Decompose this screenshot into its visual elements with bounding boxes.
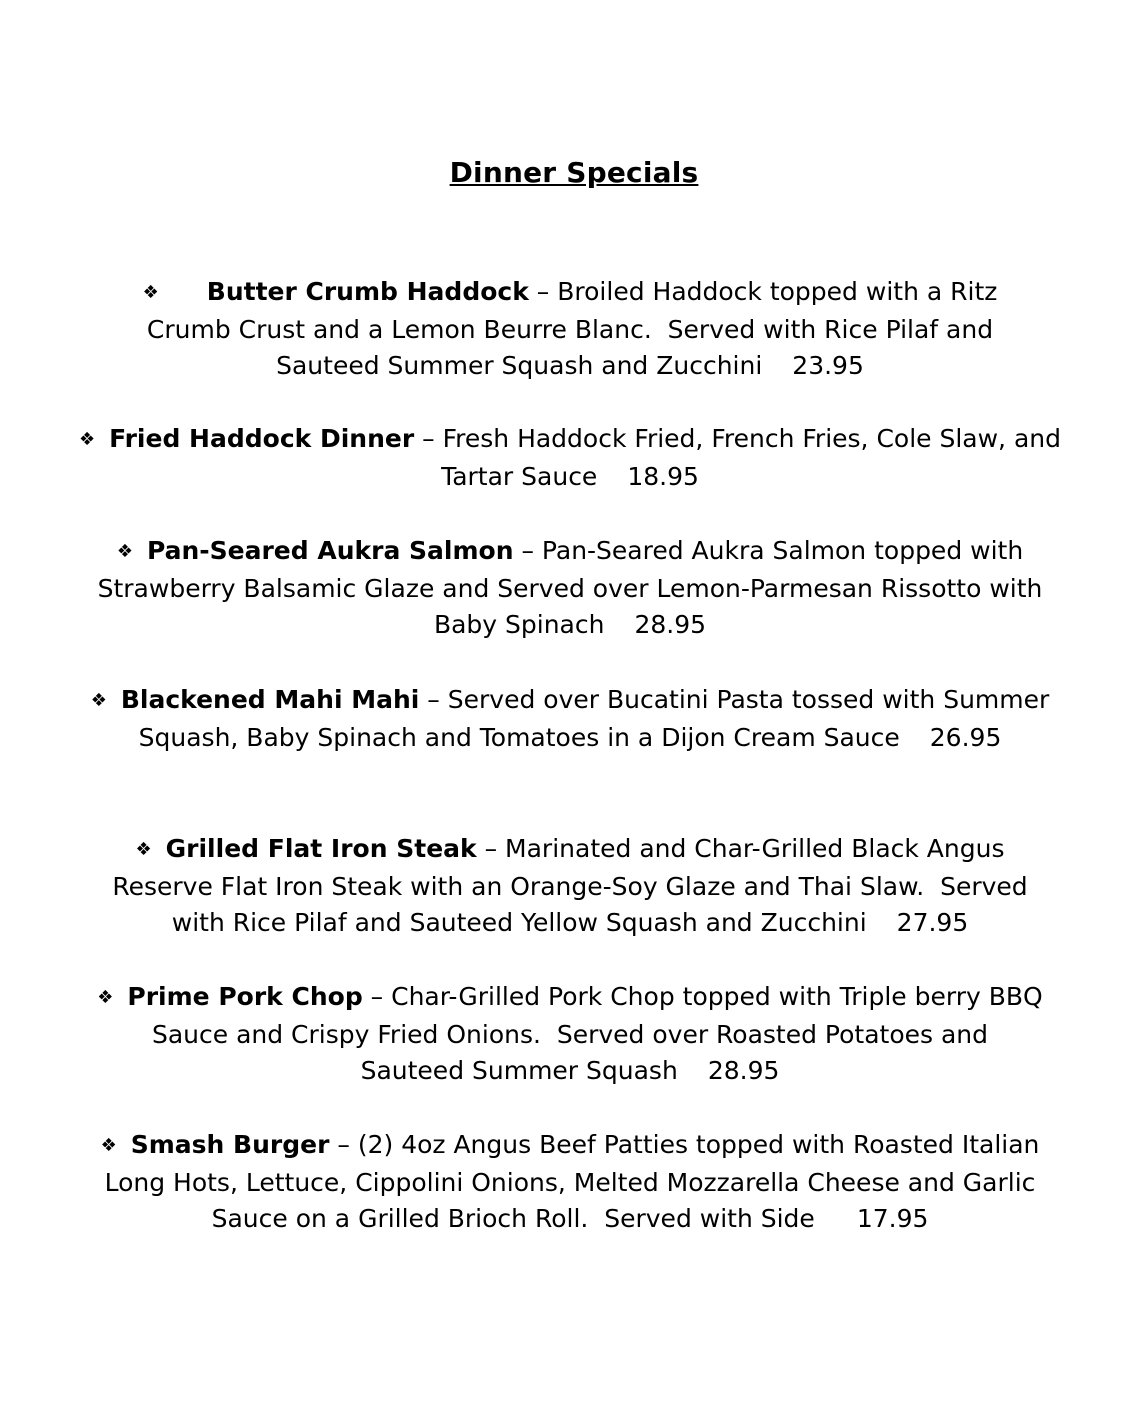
item-description: Squash, Baby Spinach and Tomatoes in a Dijon Cream Sauce [138,722,900,752]
item-price: 27.95 [896,908,969,937]
dash: – [427,685,440,714]
bullet-icon: ❖ [100,1135,117,1156]
item-price: 26.95 [929,722,1002,752]
item-description: Sauteed Summer Squash [360,1056,678,1085]
item-description: Crumb Crust and a Lemon Beurre Blanc. Served with Rice Pilaf and [146,314,994,344]
page-title: Dinner Specials [449,156,699,189]
item-price: 17.95 [856,1204,929,1233]
item-name: Grilled Flat Iron Steak [165,834,477,863]
bullet-icon: ❖ [78,429,96,450]
item-description: Strawberry Balsamic Glaze and Served over Lemon-Parmesan Rissotto with [97,573,1043,603]
item-description: Fresh Haddock Fried, French Fries, Cole Slaw, and [442,424,1061,453]
bullet-icon: ❖ [135,839,152,860]
menu-item-grilled-flat-iron-steak [20,831,1120,942]
item-price: 28.95 [634,610,707,639]
item-name: Fried Haddock Dinner [109,424,415,453]
menu-item-fried-haddock-dinner [20,421,1120,495]
item-name: Smash Burger [130,1130,330,1159]
item-description: Pan-Seared Aukra Salmon topped with [541,536,1024,565]
bullet-icon: ❖ [90,690,107,711]
item-description: Marinated and Char-Grilled Black Angus [505,834,1005,863]
item-price: 28.95 [707,1056,780,1085]
item-description: (2) 4oz Angus Beef Patties topped with Roasted Italian [357,1130,1040,1159]
item-price: 18.95 [627,461,699,491]
dash: – [521,536,534,565]
menu-item-smash-burger [20,1127,1120,1238]
bullet-icon: ❖ [142,282,159,303]
item-description: Long Hots, Lettuce, Cippolini Onions, Melted Mozzarella Cheese and Garlic [104,1167,1036,1197]
item-description: Baby Spinach [433,610,605,639]
dash: – [337,1130,350,1159]
item-price: 23.95 [792,351,864,380]
item-description: Char-Grilled Pork Chop topped with Triple berry BBQ [391,982,1043,1011]
item-description: Broiled Haddock topped with a Ritz [557,277,998,306]
dash: – [370,982,384,1011]
item-name: Butter Crumb Haddock [206,277,529,306]
item-description: Sauteed Summer Squash and Zucchini [276,351,763,380]
bullet-icon: ❖ [97,987,114,1008]
dash: – [536,277,550,306]
menu-item-prime-pork-chop [20,979,1120,1090]
item-description: with Rice Pilaf and Sauteed Yellow Squash and Zucchini [171,908,867,937]
item-name: Blackened Mahi Mahi [120,685,420,714]
item-name: Prime Pork Chop [127,982,363,1011]
dash: – [484,834,498,863]
item-description: Sauce on a Grilled Brioch Roll. Served with Side [211,1204,815,1233]
item-description: Reserve Flat Iron Steak with an Orange-Soy Glaze and Thai Slaw. Served [112,871,1028,901]
bullet-icon: ❖ [116,541,133,562]
menu-item-blackened-mahi-mahi [20,682,1120,756]
item-description: Served over Bucatini Pasta tossed with Summer [447,685,1050,714]
dash: – [422,424,435,453]
item-description: Sauce and Crispy Fried Onions. Served over Roasted Potatoes and [151,1019,989,1049]
item-name: Pan-Seared Aukra Salmon [146,536,514,565]
menu-item-butter-crumb-haddock [20,274,1120,385]
item-description: Tartar Sauce [441,461,598,491]
menu-item-pan-seared-aukra-salmon [20,533,1120,644]
